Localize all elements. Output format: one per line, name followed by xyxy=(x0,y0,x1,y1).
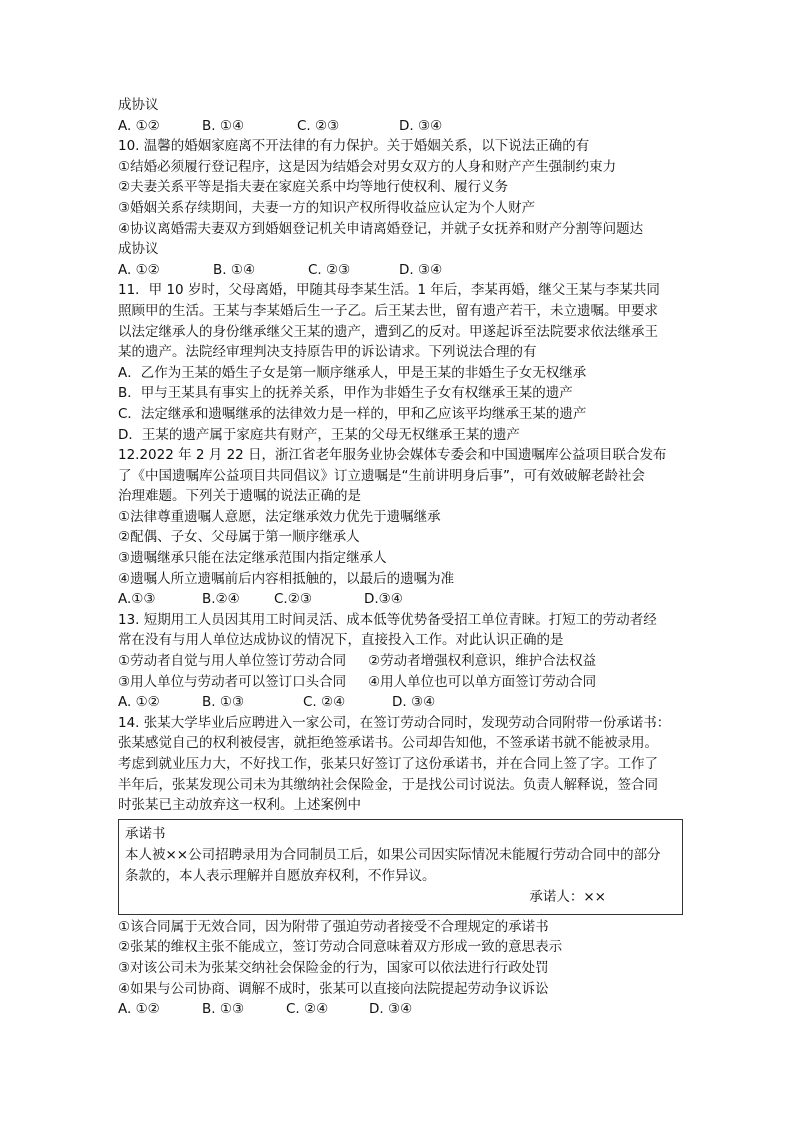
q13-options xyxy=(118,692,683,713)
q14-option-b: B. ①③ xyxy=(202,1001,245,1018)
q14-item: ③对该公司未为张某交纳社会保险金的行为，国家可以依法进行行政处罚 xyxy=(118,959,549,976)
q14-item: ④如果与公司协商、调解不成时，张某可以直接向法院提起劳动争议诉讼 xyxy=(118,980,549,997)
q10-stem: 10. 温馨的婚姻家庭离不开法律的有力保护。关于婚姻关系，以下说法正确的有 xyxy=(118,138,590,155)
q14-line: 张某感觉自己的权利被侵害，就拒绝签承诺书。公司却告知他，不签承诺书就不能被录用。 xyxy=(118,735,658,752)
q10-option-c: C. ②③ xyxy=(308,261,351,278)
q12-option-c: C.②③ xyxy=(274,591,312,608)
q12-option-b: B.②④ xyxy=(202,591,240,608)
q14-option-d: D. ③④ xyxy=(369,1001,413,1018)
pledge-signature: 承诺人：×× xyxy=(529,888,606,905)
q13-item-4: ④用人单位也可以单方面签订劳动合同 xyxy=(368,673,597,690)
pledge-body-line: 条款的，本人表示理解并自愿放弃权利，不作异议。 xyxy=(125,867,436,884)
q13-option-d: D. ③④ xyxy=(392,694,436,711)
q12-item: ①法律尊重遗嘱人意愿，法定继承效力优先于遗嘱继承 xyxy=(118,508,441,525)
q9-tail: 成协议 xyxy=(118,97,159,113)
q11-option-d: D．王某的遗产属于家庭共有财产，王某的父母无权继承王某的遗产 xyxy=(118,426,520,443)
q10-item: ①结婚必须履行登记程序，这是因为结婚会对男女双方的人身和财产产生强制约束力 xyxy=(118,158,617,175)
q14-item: ①该合同属于无效合同，因为附带了强迫劳动者接受不合理规定的承诺书 xyxy=(118,918,549,935)
q14-line: 考虑到就业压力大，不好找工作，张某只好签订了这份承诺书，并在合同上签了字。工作了 xyxy=(118,756,658,772)
q10-item: ④协议离婚需夫妻双方到婚姻登记机关申请离婚登记，并就子女抚养和财产分割等问题达 xyxy=(118,220,644,237)
q10-option-b: B. ①④ xyxy=(213,261,256,278)
q12-option-a: A.①③ xyxy=(118,591,156,608)
q12-item: ③遗嘱继承只能在法定继承范围内指定继承人 xyxy=(118,550,387,567)
exam-page xyxy=(118,95,683,1020)
q13-line: 13. 短期用工人员因其用工时间灵活、成本低等优势备受招工单位青睐。打短工的劳动者经 xyxy=(118,611,657,628)
q13-option-b: B. ①③ xyxy=(202,694,245,711)
q9-option-b: B. ①④ xyxy=(202,117,245,134)
q11-option-c: C．法定继承和遗嘱继承的法律效力是一样的，甲和乙应该平均继承王某的遗产 xyxy=(118,405,587,422)
q13-item-2: ②劳动者增强权利意识，维护合法权益 xyxy=(368,653,597,670)
q12-line: 12.2022 年 2 月 22 日，浙江省老年服务业协会媒体专委会和中国遗嘱库公益项目联合发布 xyxy=(118,447,667,464)
q14-line: 半年后，张某发现公司未为其缴纳社会保险金，于是找公司讨说法。负责人解释说，签合同 xyxy=(118,776,658,793)
q10-options xyxy=(118,260,683,281)
q13-option-c: C. ②④ xyxy=(303,694,346,711)
q14-line: 时张某已主动放弃这一权利。上述案例中 xyxy=(118,797,361,814)
q11-line: 某的遗产。法院经审理判决支持原告甲的诉讼请求。下列说法合理的有 xyxy=(118,344,537,361)
q10-option-d: D. ③④ xyxy=(399,261,443,278)
q11-line: 11．甲 10 岁时，父母离婚，甲随其母李某生活。1 年后，李某再婚，继父王某与李某共同 xyxy=(118,282,660,299)
q13-item-1: ①劳动者自觉与用人单位签订劳动合同 xyxy=(118,653,347,670)
pledge-letter-box xyxy=(118,819,683,915)
q13-item-row xyxy=(118,672,683,693)
q13-item-row xyxy=(118,651,683,672)
q14-options xyxy=(118,999,683,1020)
pledge-title: 承诺书 xyxy=(125,825,166,842)
q12-options xyxy=(118,589,683,610)
q10-item: 成协议 xyxy=(118,241,159,258)
q12-line: 了《中国遗嘱库公益项目共同倡议》订立遗嘱是“生前讲明身后事”，可有效破解老龄社会 xyxy=(118,467,645,484)
q11-option-a: A．乙作为王某的婚生子女是第一顺序继承人，甲是王某的非婚生子女无权继承 xyxy=(118,364,587,381)
q9-option-c: C. ②③ xyxy=(297,117,340,134)
q10-item: ③婚姻关系存续期间，夫妻一方的知识产权所得收益应认定为个人财产 xyxy=(118,199,536,216)
q13-line: 常在没有与用人单位达成协议的情况下，直接投入工作。对此认识正确的是 xyxy=(118,632,564,649)
q11-line: 照顾甲的生活。王某与李某婚后生一子乙。后王某去世，留有遗产若干，未立遗嘱。甲要求 xyxy=(118,302,658,319)
q12-option-d: D.③④ xyxy=(364,591,403,608)
q14-line: 14. 张某大学毕业后应聘进入一家公司，在签订劳动合同时，发现劳动合同附带一份承诺书： xyxy=(118,714,671,731)
q12-line: 治理难题。下列关于遗嘱的说法正确的是 xyxy=(118,488,361,505)
q14-item: ②张某的维权主张不能成立，签订劳动合同意味着双方形成一致的意思表示 xyxy=(118,939,563,956)
q9-option-d: D. ③④ xyxy=(399,117,443,134)
q10-option-a: A. ①② xyxy=(118,261,160,278)
q13-item-3: ③用人单位与劳动者可以签订口头合同 xyxy=(118,673,347,690)
q9-option-a: A. ①② xyxy=(118,117,160,134)
pledge-body-line: 本人被××公司招聘录用为合同制员工后，如果公司因实际情况未能履行劳动合同中的部分 xyxy=(125,846,661,863)
q12-item: ②配偶、子女、父母属于第一顺序继承人 xyxy=(118,529,360,546)
q14-option-a: A. ①② xyxy=(118,1001,160,1018)
q11-option-b: B．甲与王某具有事实上的抚养关系，甲作为非婚生子女有权继承王某的遗产 xyxy=(118,385,573,402)
q11-line: 以法定继承人的身份继承继父王某的遗产，遭到乙的反对。甲遂起诉至法院要求依法继承王 xyxy=(118,323,658,340)
q14-option-c: C. ②④ xyxy=(286,1001,329,1018)
q13-option-a: A. ①② xyxy=(118,694,160,711)
q10-item: ②夫妻关系平等是指夫妻在家庭关系中均等地行使权利、履行义务 xyxy=(118,179,509,196)
q9-options xyxy=(118,116,683,137)
q12-item: ④遗嘱人所立遗嘱前后内容相抵触的，以最后的遗嘱为准 xyxy=(118,570,455,587)
